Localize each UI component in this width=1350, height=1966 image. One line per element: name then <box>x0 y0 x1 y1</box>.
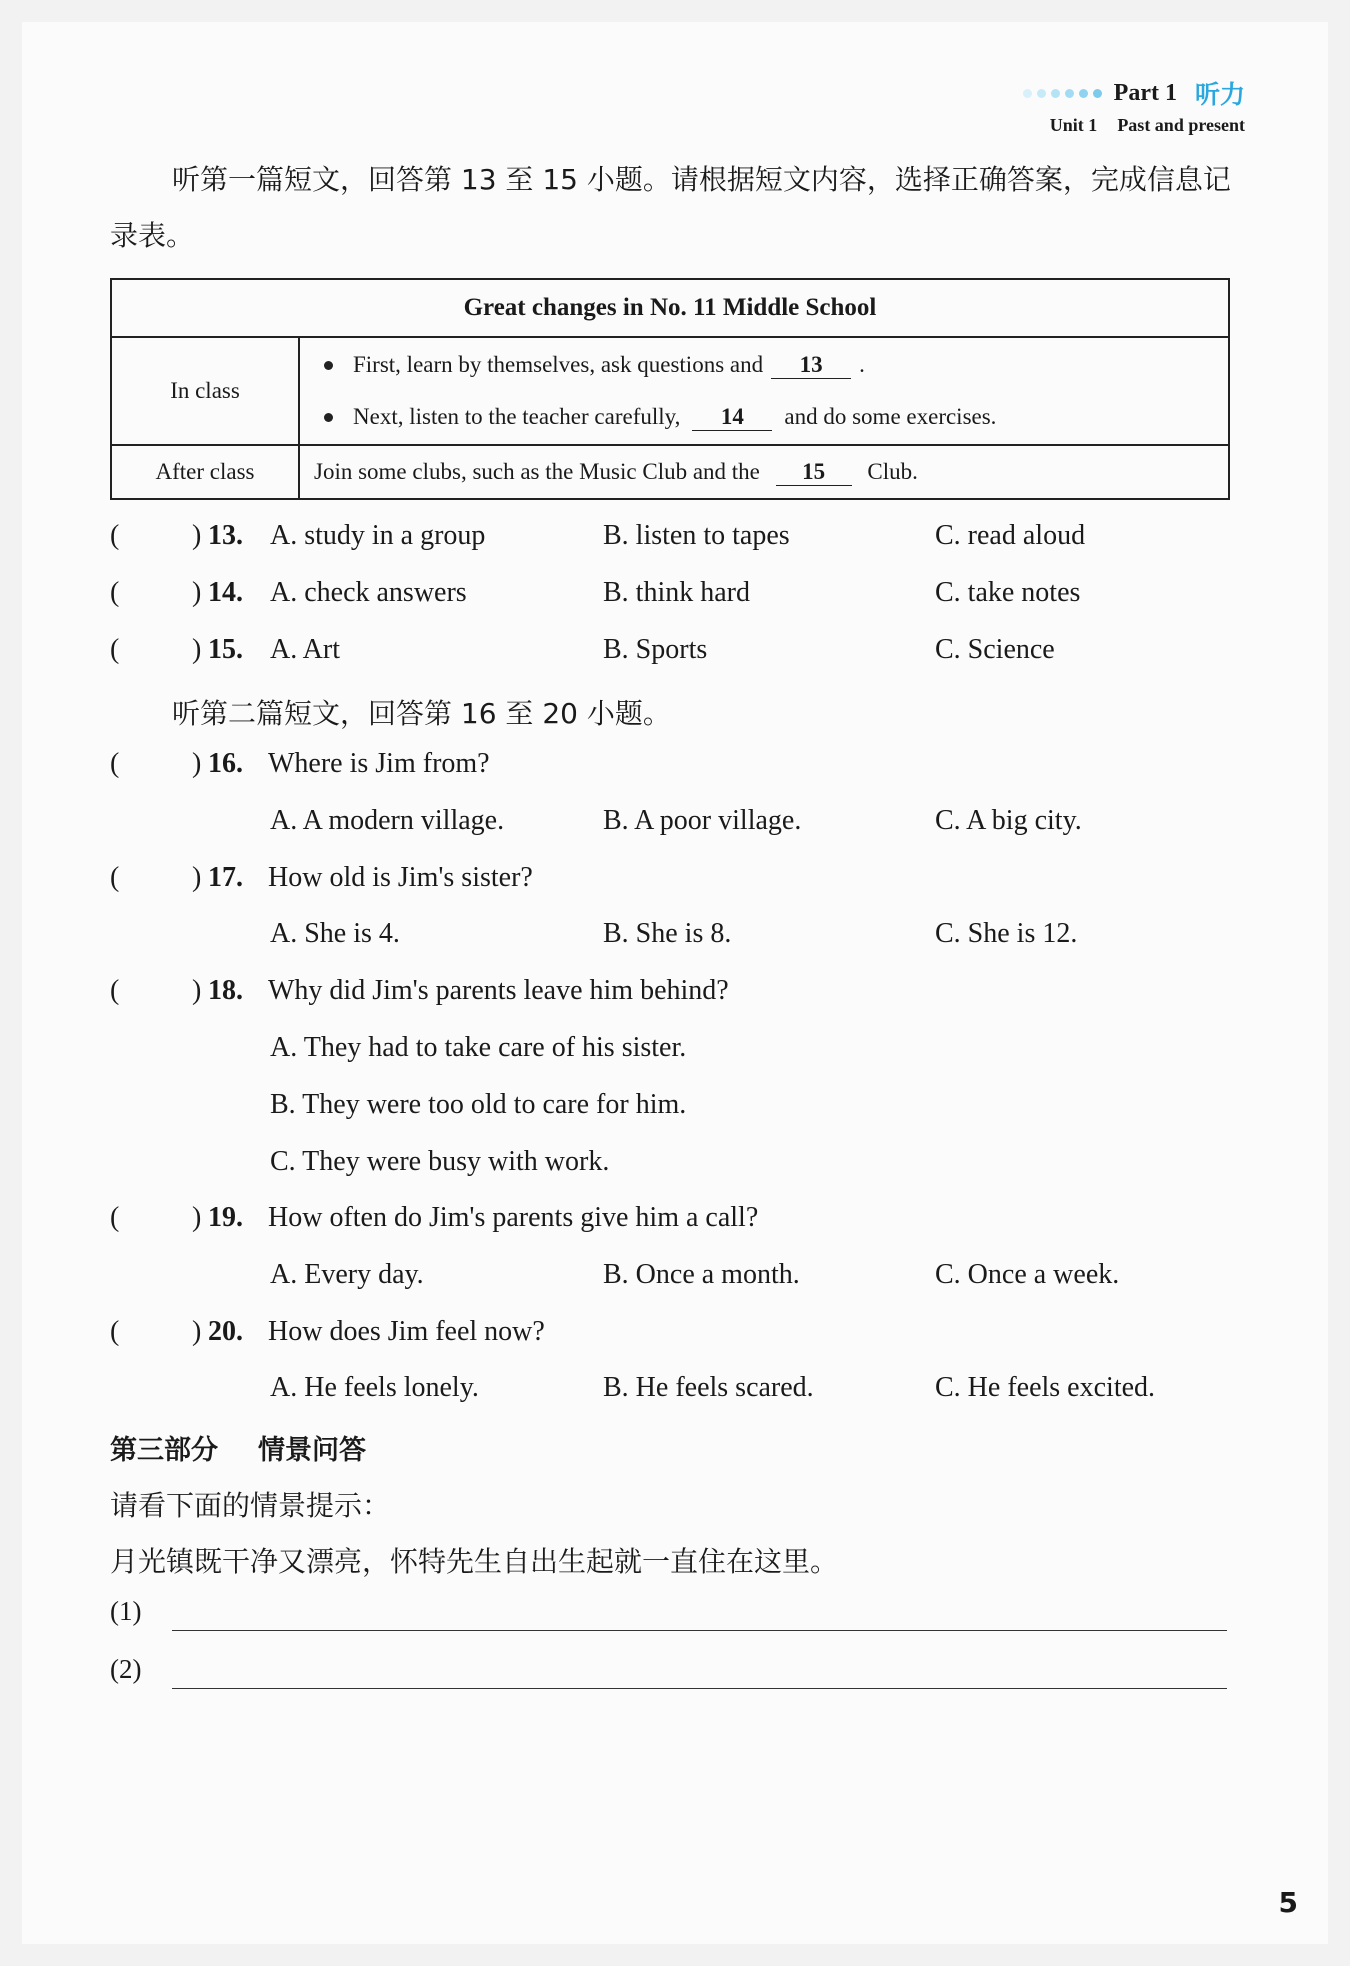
option-c[interactable]: C. They were busy with work. <box>270 1146 610 1177</box>
option-a[interactable]: A. study in a group <box>270 520 486 551</box>
option-b[interactable]: B. She is 8. <box>603 918 732 949</box>
option-a[interactable]: A. Art <box>270 634 340 665</box>
question-stem: How often do Jim's parents give him a call? <box>268 1202 759 1233</box>
blank-13[interactable]: 13 <box>771 352 851 379</box>
blank-14[interactable]: 14 <box>692 404 772 431</box>
section-3-scenario: 月光镇既干净又漂亮，怀特先生自出生起就一直住在这里。 <box>110 1545 839 1578</box>
question-stem: How old is Jim's sister? <box>268 862 533 893</box>
question-stem: Why did Jim's parents leave him behind? <box>268 975 729 1006</box>
after-class-label: After class <box>111 445 299 499</box>
table-title: Great changes in No. 11 Middle School <box>111 279 1229 337</box>
option-a[interactable]: A. Every day. <box>270 1259 424 1290</box>
option-a[interactable]: A. They had to take care of his sister. <box>270 1032 687 1063</box>
info-table <box>110 278 1230 500</box>
blank-15[interactable]: 15 <box>776 459 852 486</box>
option-b[interactable]: B. think hard <box>603 577 750 608</box>
option-b[interactable]: B. They were too old to care for him. <box>270 1089 687 1120</box>
option-b[interactable]: B. listen to tapes <box>603 520 790 551</box>
option-c[interactable]: C. He feels excited. <box>935 1372 1156 1403</box>
table-bullet-1: First, learn by themselves, ask questions and 13 . <box>314 339 1227 391</box>
option-c[interactable]: C. She is 12. <box>935 918 1078 949</box>
table-bullet-2: Next, listen to the teacher carefully, 14 and do some exercises. <box>314 391 1227 443</box>
option-a[interactable]: A. He feels lonely. <box>270 1372 479 1403</box>
unit-label: Unit 1 <box>1049 115 1098 135</box>
question-stem: Where is Jim from? <box>268 748 490 779</box>
answer-line-1[interactable] <box>172 1630 1227 1631</box>
section-3-subtitle: 情景问答 <box>258 1435 366 1466</box>
page-number: 5 <box>1278 1886 1298 1919</box>
option-b[interactable]: B. A poor village. <box>603 805 802 836</box>
section-3-prompt: 请看下面的情景提示： <box>110 1489 391 1522</box>
option-b[interactable]: B. He feels scared. <box>603 1372 814 1403</box>
answer-label-2: (2) <box>110 1654 142 1684</box>
part-title: 听力 <box>1194 80 1245 109</box>
option-a[interactable]: A. check answers <box>270 577 467 608</box>
instruction-2: 听第二篇短文，回答第 16 至 20 小题。 <box>172 697 671 730</box>
in-class-label: In class <box>111 337 299 445</box>
question-stem: How does Jim feel now? <box>268 1316 545 1347</box>
option-a[interactable]: A. She is 4. <box>270 918 400 949</box>
page-header <box>1023 75 1245 136</box>
instruction-1: 听第一篇短文，回答第 13 至 15 小题。请根据短文内容，选择正确答案，完成信息记录表。 <box>110 163 1231 252</box>
option-b[interactable]: B. Once a month. <box>603 1259 800 1290</box>
unit-title: Past and present <box>1117 115 1245 135</box>
option-b[interactable]: B. Sports <box>603 634 708 665</box>
option-c[interactable]: C. A big city. <box>935 805 1082 836</box>
section-3-heading <box>110 1428 366 1467</box>
after-class-content: Join some clubs, such as the Music Club and the 15 Club. <box>299 445 1229 499</box>
decorative-dots <box>1023 89 1102 98</box>
section-3-title: 第三部分 <box>110 1435 218 1466</box>
option-c[interactable]: C. Once a week. <box>935 1259 1120 1290</box>
option-c[interactable]: C. Science <box>935 634 1055 665</box>
part-label: Part 1 <box>1113 79 1177 106</box>
answer-line-2[interactable] <box>172 1688 1227 1689</box>
option-c[interactable]: C. read aloud <box>935 520 1086 551</box>
option-c[interactable]: C. take notes <box>935 577 1081 608</box>
option-a[interactable]: A. A modern village. <box>270 805 505 836</box>
answer-label-1: (1) <box>110 1596 142 1626</box>
